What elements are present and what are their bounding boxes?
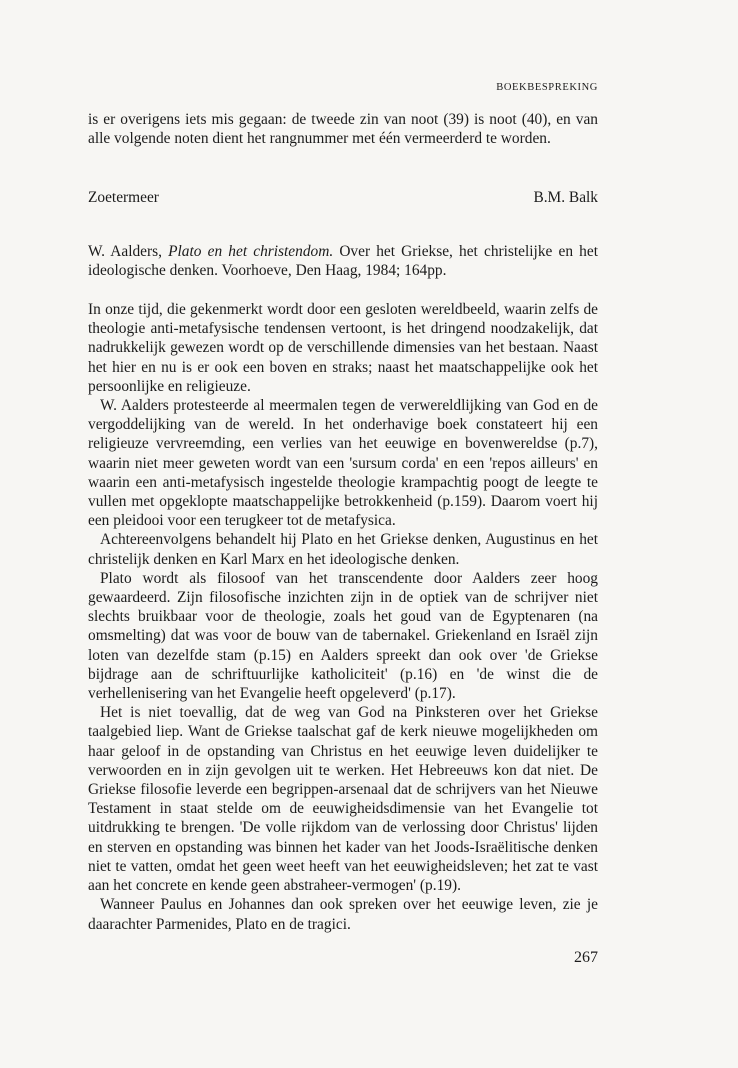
signature-author: B.M. Balk bbox=[533, 189, 598, 206]
paragraph: W. Aalders protesteerde al meermalen tegen de verwereldlijking van God en de vergoddelijking van de wereld. In het onderhavige boek constateert hij een religieuze vervreemding, een verlies van het eeuwige en bovenwereldse (p.7), waarin niet meer geweten wordt van een 'sursum corda' en een 'repos ailleurs' en waarin een anti-metafysisch ingestelde theologie krampachtig poogt de leegte te vullen met opgeklopte maatschappelijke betrokkenheid (p.159). Daarom voert hij een pleidooi voor een terugkeer tot de metafysica. bbox=[88, 397, 598, 530]
paragraph: Achtereenvolgens behandelt hij Plato en het Griekse denken, Augustinus en het christelijk denken en Karl Marx en het ideologische denken. bbox=[88, 531, 598, 568]
paragraph: Wanneer Paulus en Johannes dan ook spreken over het eeuwige leven, zie je daarachter Parmenides, Plato en de tragici. bbox=[88, 896, 598, 933]
review-publication-info: Over het Griekse, het christelijke en het ideologische denken. Voorhoeve, Den Haag, 1984; 164pp. bbox=[88, 243, 598, 280]
review-book-title: Plato en het christendom. bbox=[168, 243, 334, 260]
review-heading bbox=[88, 242, 598, 280]
review-body bbox=[88, 300, 598, 934]
paragraph: Plato wordt als filosoof van het transcendente door Aalders zeer hoog gewaardeerd. Zijn filosofische inzichten zijn in de optiek van de schrijver niet slechts bruikbaar voor de theologie, zoals het goud van de Egyptenaren (na omsmelting) dat was voor de bouw van de tabernakel. Griekenland en Israël zijn loten van dezelfde stam (p.15) en Aalders spreekt dan ook over 'de Griekse bijdrage aan de schriftuurlijke katholiciteit' (p.16) en 'de winst die de verhellenisering van het Evangelie heeft opgeleverd' (p.17). bbox=[88, 569, 598, 703]
signature-row bbox=[88, 189, 598, 207]
signature-place: Zoetermeer bbox=[88, 189, 159, 206]
page-number: 267 bbox=[574, 949, 598, 966]
paragraph: Het is niet toevallig, dat de weg van God na Pinksteren over het Griekse taalgebied liep. Want de Griekse taalschat gaf de kerk nieuwe mogelijkheden om haar geloof in de opstanding van Christus en het eeuwige leven duidelijker te verwoorden en in zijn gevolgen uit te werken. Het Hebreeuws kon dat niet. De Griekse filosofie leverde een begrippen-arsenaal dat de schrijvers van het Nieuwe Testament in staat stelde om de eeuwigheidsdimensie van het Evangelie tot uitdrukking te brengen. 'De volle rijkdom van de verlossing door Christus' lijden en sterven en opstanding was binnen het kader van het Joods-Israëlitische denken niet te vatten, omdat het geen weet heeft van het eeuwigheidsleven; het zat te vast aan het concrete en kende geen abstraheer-vermogen' (p.19). bbox=[88, 704, 598, 895]
paragraph: In onze tijd, die gekenmerkt wordt door een gesloten wereldbeeld, waarin zelfs de theologie anti-metafysische tendensen vertoont, is het dringend noodzakelijk, dat nadrukkelijk gewezen wordt op de verschillende dimensies van het bestaan. Naast het hier en nu is er ook een boven en straks; naast het maatschappelijke ook het persoonlijke en religieuze. bbox=[88, 301, 598, 395]
review-author: W. Aalders, bbox=[88, 243, 169, 260]
intro-paragraph: is er overigens iets mis gegaan: de tweede zin van noot (39) is noot (40), en van alle volgende noten dient het rangnummer met één vermeerderd te worden. bbox=[88, 111, 598, 148]
running-head: BOEKBESPREKING bbox=[496, 82, 598, 93]
page bbox=[88, 0, 598, 1068]
